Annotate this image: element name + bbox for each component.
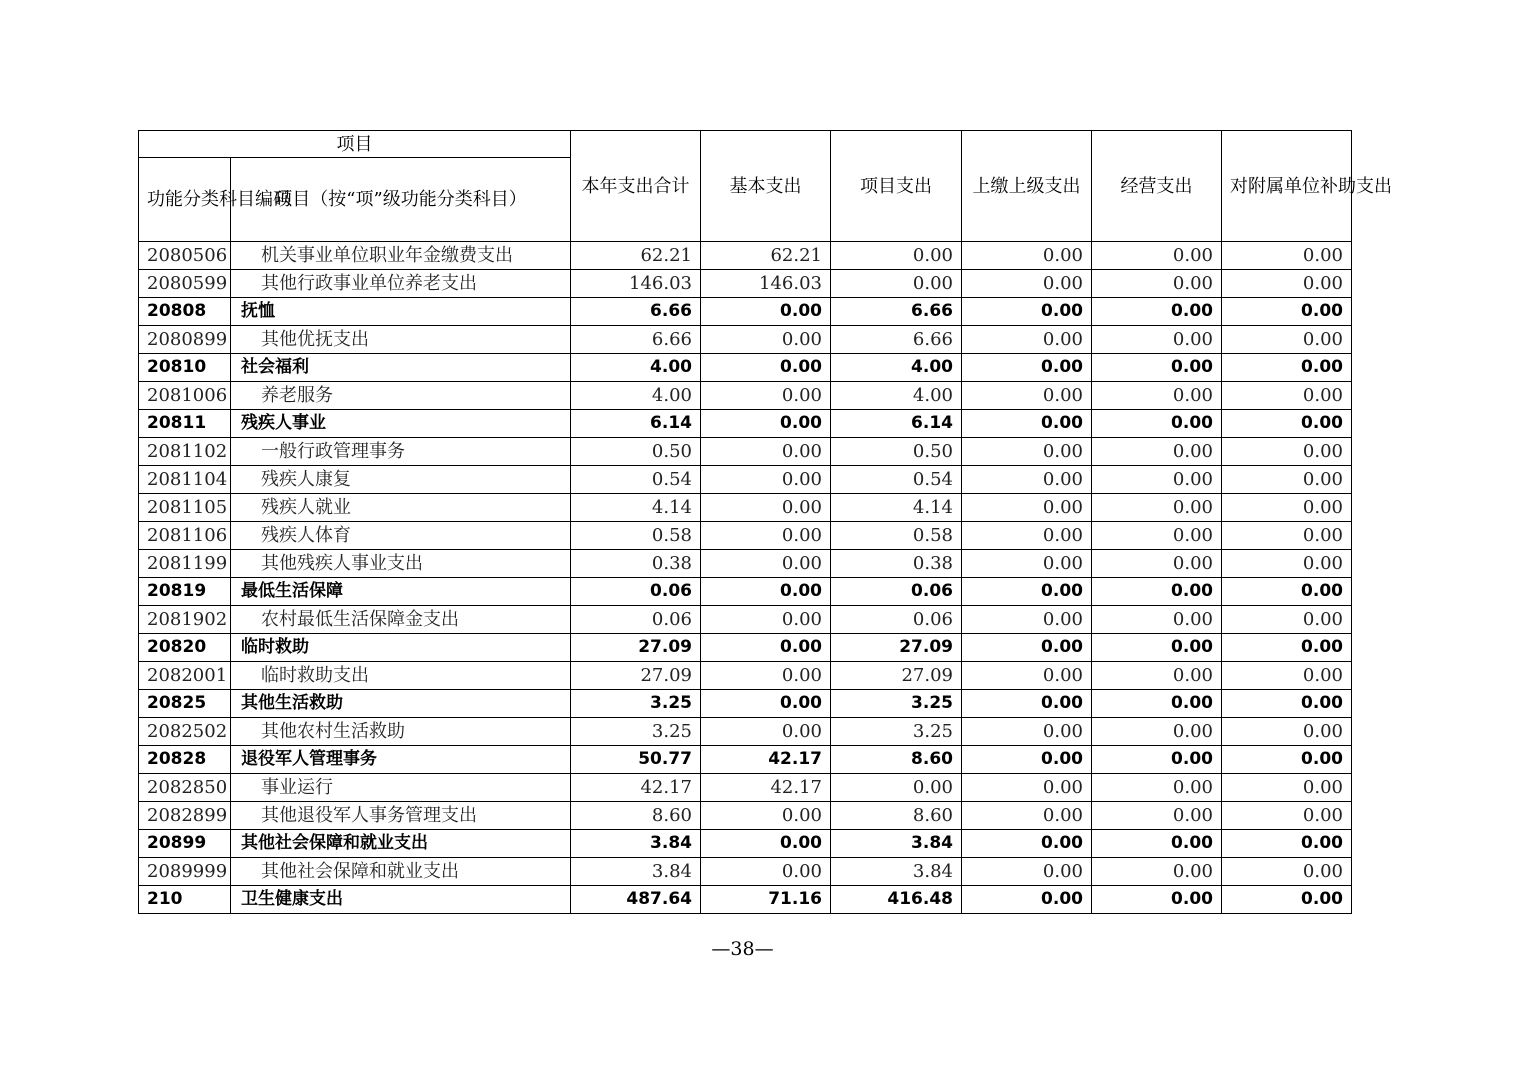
cell-subsidy: 0.00 [1222,718,1352,746]
cell-operating: 0.00 [1092,746,1222,774]
cell-upper: 0.00 [962,242,1092,270]
cell-total: 146.03 [571,270,701,298]
table-row [139,326,1352,354]
cell-upper: 0.00 [962,830,1092,858]
cell-upper: 0.00 [962,550,1092,578]
cell-name: 残疾人体育 [231,522,571,550]
table-row [139,494,1352,522]
cell-total: 3.84 [571,830,701,858]
cell-project: 4.00 [831,354,962,382]
cell-project: 416.48 [831,886,962,914]
cell-project: 6.66 [831,326,962,354]
cell-name: 残疾人康复 [231,466,571,494]
cell-operating: 0.00 [1092,466,1222,494]
cell-total: 4.14 [571,494,701,522]
cell-code: 2082899 [139,802,231,830]
cell-basic: 0.00 [701,410,831,438]
cell-code: 2081102 [139,438,231,466]
cell-upper: 0.00 [962,382,1092,410]
cell-code: 2081902 [139,606,231,634]
cell-name: 农村最低生活保障金支出 [231,606,571,634]
cell-total: 0.06 [571,606,701,634]
cell-subsidy: 0.00 [1222,774,1352,802]
cell-upper: 0.00 [962,410,1092,438]
cell-operating: 0.00 [1092,830,1222,858]
header-total: 本年支出合计 [571,131,701,242]
cell-upper: 0.00 [962,606,1092,634]
cell-operating: 0.00 [1092,326,1222,354]
cell-project: 0.00 [831,242,962,270]
cell-upper: 0.00 [962,522,1092,550]
cell-upper: 0.00 [962,354,1092,382]
cell-name: 其他行政事业单位养老支出 [231,270,571,298]
cell-subsidy: 0.00 [1222,746,1352,774]
cell-code: 2081106 [139,522,231,550]
cell-subsidy: 0.00 [1222,606,1352,634]
cell-name: 退役军人管理事务 [231,746,571,774]
table-row [139,690,1352,718]
cell-total: 3.25 [571,718,701,746]
cell-project: 8.60 [831,746,962,774]
cell-total: 4.00 [571,382,701,410]
cell-project: 3.25 [831,690,962,718]
table-row [139,382,1352,410]
cell-total: 4.00 [571,354,701,382]
cell-upper: 0.00 [962,858,1092,886]
cell-code: 20820 [139,634,231,662]
cell-name: 其他社会保障和就业支出 [231,858,571,886]
cell-operating: 0.00 [1092,494,1222,522]
cell-subsidy: 0.00 [1222,550,1352,578]
cell-name: 一般行政管理事务 [231,438,571,466]
cell-subsidy: 0.00 [1222,382,1352,410]
cell-basic: 62.21 [701,242,831,270]
table-row [139,242,1352,270]
cell-upper: 0.00 [962,634,1092,662]
table-row [139,298,1352,326]
cell-name: 事业运行 [231,774,571,802]
expenditure-table [138,130,1392,914]
cell-total: 50.77 [571,746,701,774]
cell-subsidy: 0.00 [1222,466,1352,494]
header-operating: 经营支出 [1092,131,1222,242]
cell-basic: 42.17 [701,774,831,802]
cell-project: 4.14 [831,494,962,522]
cell-operating: 0.00 [1092,690,1222,718]
header-project: 项目 [139,131,571,158]
cell-name: 残疾人事业 [231,410,571,438]
table-row [139,718,1352,746]
cell-total: 487.64 [571,886,701,914]
table-row [139,466,1352,494]
cell-basic: 146.03 [701,270,831,298]
cell-project: 0.50 [831,438,962,466]
cell-total: 0.58 [571,522,701,550]
cell-total: 27.09 [571,634,701,662]
cell-subsidy: 0.00 [1222,270,1352,298]
cell-project: 6.66 [831,298,962,326]
cell-upper: 0.00 [962,578,1092,606]
cell-code: 2089999 [139,858,231,886]
cell-name: 其他生活救助 [231,690,571,718]
cell-upper: 0.00 [962,886,1092,914]
cell-subsidy: 0.00 [1222,662,1352,690]
cell-name: 卫生健康支出 [231,886,571,914]
cell-code: 2080599 [139,270,231,298]
cell-code: 2080899 [139,326,231,354]
cell-total: 6.66 [571,298,701,326]
cell-total: 0.50 [571,438,701,466]
cell-basic: 0.00 [701,326,831,354]
cell-operating: 0.00 [1092,298,1222,326]
header-basic: 基本支出 [701,131,831,242]
cell-project: 4.00 [831,382,962,410]
cell-operating: 0.00 [1092,662,1222,690]
cell-code: 2081006 [139,382,231,410]
cell-basic: 0.00 [701,438,831,466]
cell-basic: 0.00 [701,494,831,522]
cell-project: 3.25 [831,718,962,746]
cell-subsidy: 0.00 [1222,298,1352,326]
cell-code: 2082001 [139,662,231,690]
table-row [139,746,1352,774]
cell-project: 8.60 [831,802,962,830]
cell-name: 养老服务 [231,382,571,410]
cell-name: 社会福利 [231,354,571,382]
cell-operating: 0.00 [1092,354,1222,382]
cell-operating: 0.00 [1092,774,1222,802]
cell-total: 3.25 [571,690,701,718]
page-number: —38— [711,938,774,960]
cell-basic: 0.00 [701,298,831,326]
cell-project: 0.00 [831,774,962,802]
cell-operating: 0.00 [1092,634,1222,662]
cell-basic: 0.00 [701,382,831,410]
cell-code: 20828 [139,746,231,774]
cell-basic: 0.00 [701,522,831,550]
cell-basic: 0.00 [701,578,831,606]
cell-total: 42.17 [571,774,701,802]
cell-upper: 0.00 [962,326,1092,354]
cell-subsidy: 0.00 [1222,326,1352,354]
table-body [139,242,1352,914]
cell-code: 2081199 [139,550,231,578]
cell-basic: 0.00 [701,830,831,858]
table-row [139,774,1352,802]
cell-project: 0.38 [831,550,962,578]
header-code: 功能分类科目编码 [139,158,231,242]
cell-code: 2081104 [139,466,231,494]
cell-name: 抚恤 [231,298,571,326]
cell-basic: 0.00 [701,550,831,578]
cell-subsidy: 0.00 [1222,634,1352,662]
header-upper-level: 上缴上级支出 [962,131,1092,242]
cell-project: 0.00 [831,270,962,298]
cell-basic: 0.00 [701,858,831,886]
cell-basic: 42.17 [701,746,831,774]
cell-upper: 0.00 [962,270,1092,298]
cell-code: 2082850 [139,774,231,802]
cell-upper: 0.00 [962,774,1092,802]
cell-basic: 0.00 [701,690,831,718]
cell-code: 20899 [139,830,231,858]
cell-name: 其他农村生活救助 [231,718,571,746]
cell-operating: 0.00 [1092,410,1222,438]
cell-name: 临时救助支出 [231,662,571,690]
cell-operating: 0.00 [1092,550,1222,578]
cell-project: 0.06 [831,606,962,634]
cell-project: 27.09 [831,662,962,690]
cell-basic: 0.00 [701,634,831,662]
table-row [139,410,1352,438]
cell-upper: 0.00 [962,298,1092,326]
cell-project: 6.14 [831,410,962,438]
cell-upper: 0.00 [962,746,1092,774]
table-row [139,438,1352,466]
table-row [139,606,1352,634]
table-row [139,578,1352,606]
cell-subsidy: 0.00 [1222,438,1352,466]
cell-code: 2082502 [139,718,231,746]
cell-operating: 0.00 [1092,522,1222,550]
cell-total: 8.60 [571,802,701,830]
cell-upper: 0.00 [962,802,1092,830]
cell-name: 残疾人就业 [231,494,571,522]
cell-code: 2080506 [139,242,231,270]
cell-subsidy: 0.00 [1222,858,1352,886]
header-subsidy: 对附属单位补助支出 [1222,131,1352,242]
cell-upper: 0.00 [962,438,1092,466]
cell-subsidy: 0.00 [1222,354,1352,382]
cell-total: 6.66 [571,326,701,354]
cell-total: 27.09 [571,662,701,690]
table-row [139,662,1352,690]
cell-total: 0.06 [571,578,701,606]
cell-basic: 71.16 [701,886,831,914]
table-row [139,634,1352,662]
cell-upper: 0.00 [962,690,1092,718]
cell-basic: 0.00 [701,466,831,494]
cell-project: 3.84 [831,858,962,886]
cell-basic: 0.00 [701,802,831,830]
cell-operating: 0.00 [1092,802,1222,830]
table-row [139,830,1352,858]
cell-code: 20825 [139,690,231,718]
table-row [139,354,1352,382]
cell-subsidy: 0.00 [1222,578,1352,606]
cell-total: 0.38 [571,550,701,578]
cell-code: 20819 [139,578,231,606]
cell-operating: 0.00 [1092,578,1222,606]
cell-upper: 0.00 [962,494,1092,522]
cell-operating: 0.00 [1092,270,1222,298]
header-name: 项目（按“项”级功能分类科目） [231,158,571,242]
cell-name: 机关事业单位职业年金缴费支出 [231,242,571,270]
cell-code: 20808 [139,298,231,326]
cell-name: 其他社会保障和就业支出 [231,830,571,858]
cell-code: 210 [139,886,231,914]
cell-total: 0.54 [571,466,701,494]
cell-subsidy: 0.00 [1222,690,1352,718]
cell-operating: 0.00 [1092,382,1222,410]
cell-operating: 0.00 [1092,718,1222,746]
cell-subsidy: 0.00 [1222,830,1352,858]
cell-project: 0.58 [831,522,962,550]
cell-name: 临时救助 [231,634,571,662]
cell-basic: 0.00 [701,354,831,382]
cell-basic: 0.00 [701,662,831,690]
cell-name: 其他残疾人事业支出 [231,550,571,578]
cell-basic: 0.00 [701,606,831,634]
cell-project: 27.09 [831,634,962,662]
cell-operating: 0.00 [1092,438,1222,466]
cell-subsidy: 0.00 [1222,802,1352,830]
cell-subsidy: 0.00 [1222,886,1352,914]
cell-upper: 0.00 [962,662,1092,690]
table-row [139,522,1352,550]
cell-upper: 0.00 [962,718,1092,746]
cell-code: 20811 [139,410,231,438]
cell-operating: 0.00 [1092,858,1222,886]
cell-project: 0.06 [831,578,962,606]
cell-name: 其他退役军人事务管理支出 [231,802,571,830]
cell-total: 6.14 [571,410,701,438]
table-row [139,270,1352,298]
cell-subsidy: 0.00 [1222,410,1352,438]
table-row [139,802,1352,830]
cell-subsidy: 0.00 [1222,522,1352,550]
cell-name: 其他优抚支出 [231,326,571,354]
cell-total: 3.84 [571,858,701,886]
cell-basic: 0.00 [701,718,831,746]
table-row [139,858,1352,886]
cell-operating: 0.00 [1092,606,1222,634]
header-project-expenditure: 项目支出 [831,131,962,242]
cell-upper: 0.00 [962,466,1092,494]
cell-operating: 0.00 [1092,886,1222,914]
cell-code: 20810 [139,354,231,382]
cell-name: 最低生活保障 [231,578,571,606]
cell-total: 62.21 [571,242,701,270]
table-header [139,131,1392,242]
cell-code: 2081105 [139,494,231,522]
cell-operating: 0.00 [1092,242,1222,270]
table-row [139,550,1352,578]
cell-project: 0.54 [831,466,962,494]
table-row [139,886,1352,914]
cell-subsidy: 0.00 [1222,242,1352,270]
cell-project: 3.84 [831,830,962,858]
cell-subsidy: 0.00 [1222,494,1352,522]
